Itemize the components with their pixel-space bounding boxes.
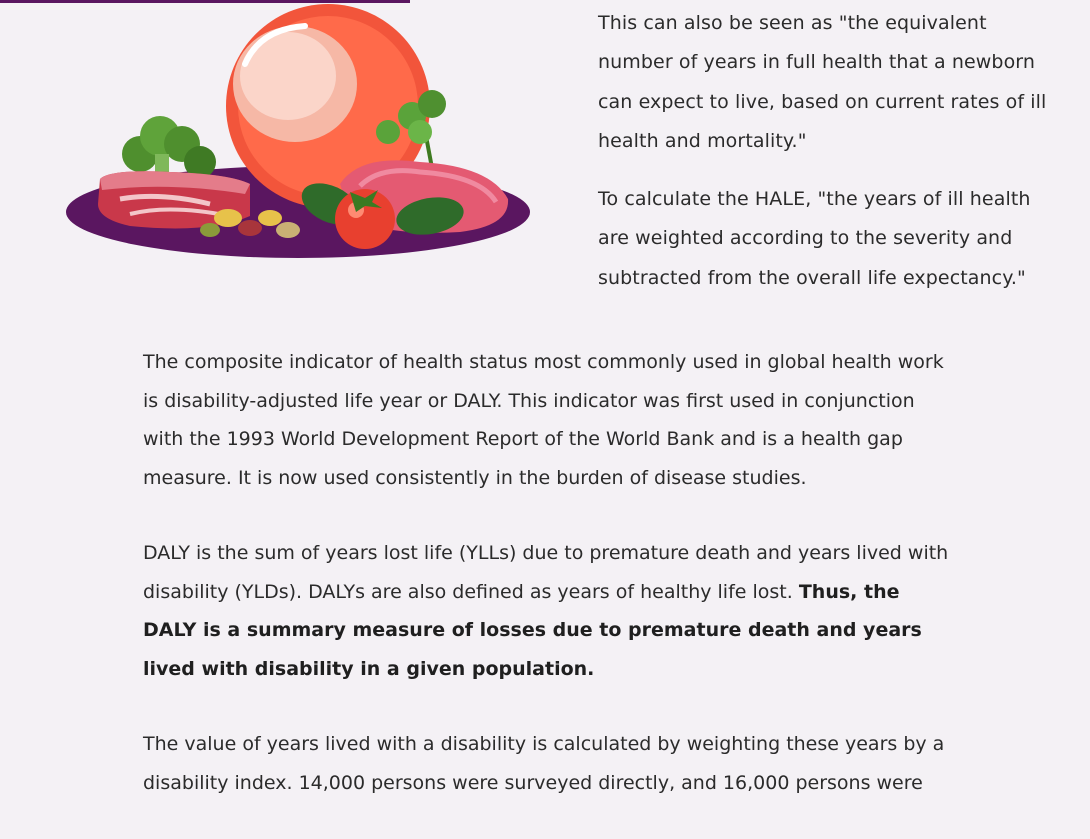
side-paragraph-2: To calculate the HALE, "the years of ill health are weighted according to the severity and subtracted from the overall life expectancy."	[598, 188, 1031, 289]
main-paragraph-3: The value of years lived with a disability is calculated by weighting these years by a disability index. 14,000 persons were surveyed directly, and 16,000 persons were	[143, 733, 945, 794]
main-paragraph-2	[143, 534, 953, 688]
main-text-column	[143, 343, 953, 839]
main-paragraph-2-emphasis: Thus, the DALY is a summary measure of losses due to premature death and years lived with disability in a given population.	[143, 580, 922, 680]
main-paragraph-1: The composite indicator of health status most commonly used in global health work is disability-adjusted life year or DALY. This indicator was first used in conjunction with the 1993 World Development Report of the World Bank and is a health gap measure. It is now used consistently in the burden of disease studies.	[143, 351, 944, 489]
main-paragraph-2-text: DALY is the sum of years lost life (YLLs) due to premature death and years lived with disability (YLDs). DALYs are also defined as years of healthy life lost.	[143, 542, 949, 603]
side-paragraph-1: This can also be seen as "the equivalent number of years in full health that a newborn can expect to live, based on current rates of ill health and mortality."	[598, 12, 1047, 152]
side-text-column	[598, 4, 1048, 317]
top-accent-line	[0, 0, 410, 3]
food-plate-illustration	[60, 4, 535, 264]
